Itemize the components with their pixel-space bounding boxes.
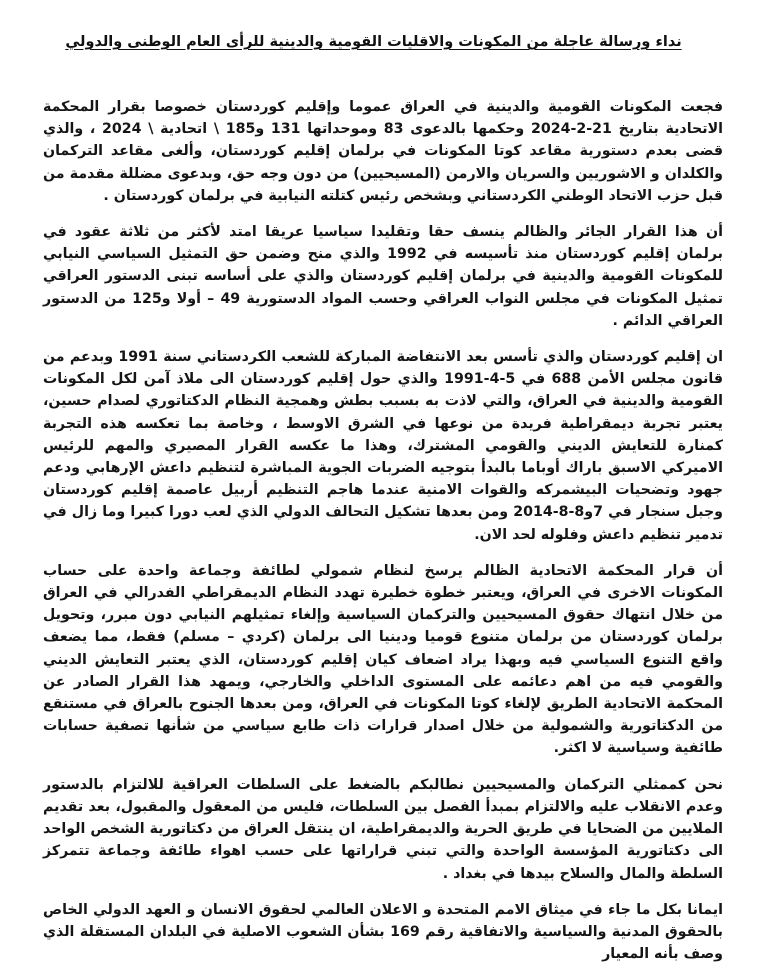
paragraph-demands: نحن كممثلي التركمان والمسيحيين نطالبكم بالضغط على السلطات العراقية للالتزام بالدستور وعدم الانقلاب عليه والالتزام بمبدأ الفصل بين السلطات، فليس من المعقول والمقبول، بعد تقديم الملايين من الضحايا في طريق الحرية والديمقراطية، ان ينتقل العراق من دكتاتورية الشخص الواحد الى دكتاتورية المؤسسة الواحدة والتي تبني قراراتها على حسب اهواء طائفة وجماعة تتمركز السلطة والمال والسلاح بيدها في بغداد . bbox=[43, 776, 723, 882]
paragraph-kurdistan-haven: ان إقليم كوردستان والذي تأسس بعد الانتفاضة المباركة للشعب الكردستاني سنة 1991 وبدعم من قانون مجلس الأمن 688 في 5-4-1991 والذي حول إقليم كوردستان الى ملاذ آمن لكل المكونات القومية والدينية في العراق، والتي لاذت به بسبب بطش وهمجية النظام الدكتاتوري لصدام حسين، يعتبر تجربة ديمقراطية فريدة من نوعها في الشرق الاوسط ، وخاصة بما تعكسه هذه التجربة كمنارة للتعايش الديني والقومي المشترك، وهذا ما عكسه القرار المصيري والمهم للرئيس الاميركي الاسبق باراك أوباما بالبدأ بتوجيه الضربات الجوية المباشرة لتنظيم داعش الإرهابي ودعم جهود وتضحيات البيشمركه والقوات الامنية عندما هاجم التنظيم أربيل عاصمة إقليم كوردستان وجبل سنجار في 7و8-8-2014 ومن بعدها تشكيل التحالف الدولي الذي لعب دورا كبيرا وما زال في تدمير تنظيم داعش وفلوله لحد الان. bbox=[43, 349, 723, 543]
paragraph-quota-history: أن هذا القرار الجائر والظالم ينسف حقا وتقليدا سياسيا عريقا امتد لأكثر من ثلاثة عقود في برلمان إقليم كوردستان منذ تأسيسه في 1992 والذي منح وضمن حق التمثيل السياسي النيابي للمكونات القومية والدينية في برلمان إقليم كوردستان والذي على أساسه تبنى الدستور العراقي تمثيل المكونات في مجلس النواب العراقي وحسب المواد الدستورية 49 – أولا و125 من الدستور العراقي الدائم . bbox=[43, 224, 724, 329]
paragraph-verdict-shock: فجعت المكونات القومية والدينية في العراق عموما وإقليم كوردستان خصوصا بقرار المحكمة الاتحادية بتاريخ 21-2-2024 وحكمها بالدعوى 83 وموحداتها 131 و185 \ اتحادية \ 2024 ، والذي قضى بعدم دستورية مقاعد كوتا المكونات في برلمان إقليم كوردستان، وألغى مقاعد التركمان والكلدان و الاشوريين والسريان والارمن (المسيحيين) من دون وجه حق، وبدعوى مضللة مقدمة من قبل حزب الاتحاد الوطني الكردستاني وبشخص رئيس كتلته النيابية في برلمان كوردستان . bbox=[43, 99, 723, 204]
paragraph-international-law: ايمانا بكل ما جاء في ميثاق الامم المتحدة و الاعلان العالمي لحقوق الانسان و العهد الدولي الخاص بالحقوق المدنية والسياسية والاتفاقية رقم 169 بشأن الشعوب الاصلية في البلدان المستقلة الذي وصف بأنه المعيار bbox=[43, 901, 723, 963]
document-body bbox=[43, 96, 723, 979]
paragraph-court-danger: أن قرار المحكمة الاتحادية الظالم يرسخ لنظام شمولي لطائفة وجماعة واحدة على حساب المكونات الاخرى في العراق، ويعتبر خطوة خطيرة تهدد النظام الديمقراطي الفدرالي في العراق من خلال انتهاك حقوق المسيحيين والتركمان السياسية وإلغاء تمثيلهم النيابي دون مبرر، وتحويل برلمان كوردستان من برلمان متنوع قوميا ودينيا الى برلمان (كردي – مسلم) فقط، مما يضعف واقع التنوع السياسي فيه وبهذا يراد اضعاف كيان إقليم كوردستان، الذي يعتبر التعايش الديني والقومي فيه من اهم دعائمه على المستوى الداخلي والخارجي، ويمهد هذا القرار الصادر عن المحكمة الاتحادية الطريق لإلغاء كوتا المكونات في العراق، ومن بعدها الجنوح بالعراق في مستنقع من الدكتاتورية والشمولية من خلال اصدار قرارات ذات طابع سياسي من شأنها تصفية حسابات طائفية وسياسية لا اكثر. bbox=[43, 562, 723, 757]
document-title: نداء ورسالة عاجلة من المكونات والاقليات القومية والدينية للرأى العام الوطنى والدولي bbox=[65, 34, 682, 50]
